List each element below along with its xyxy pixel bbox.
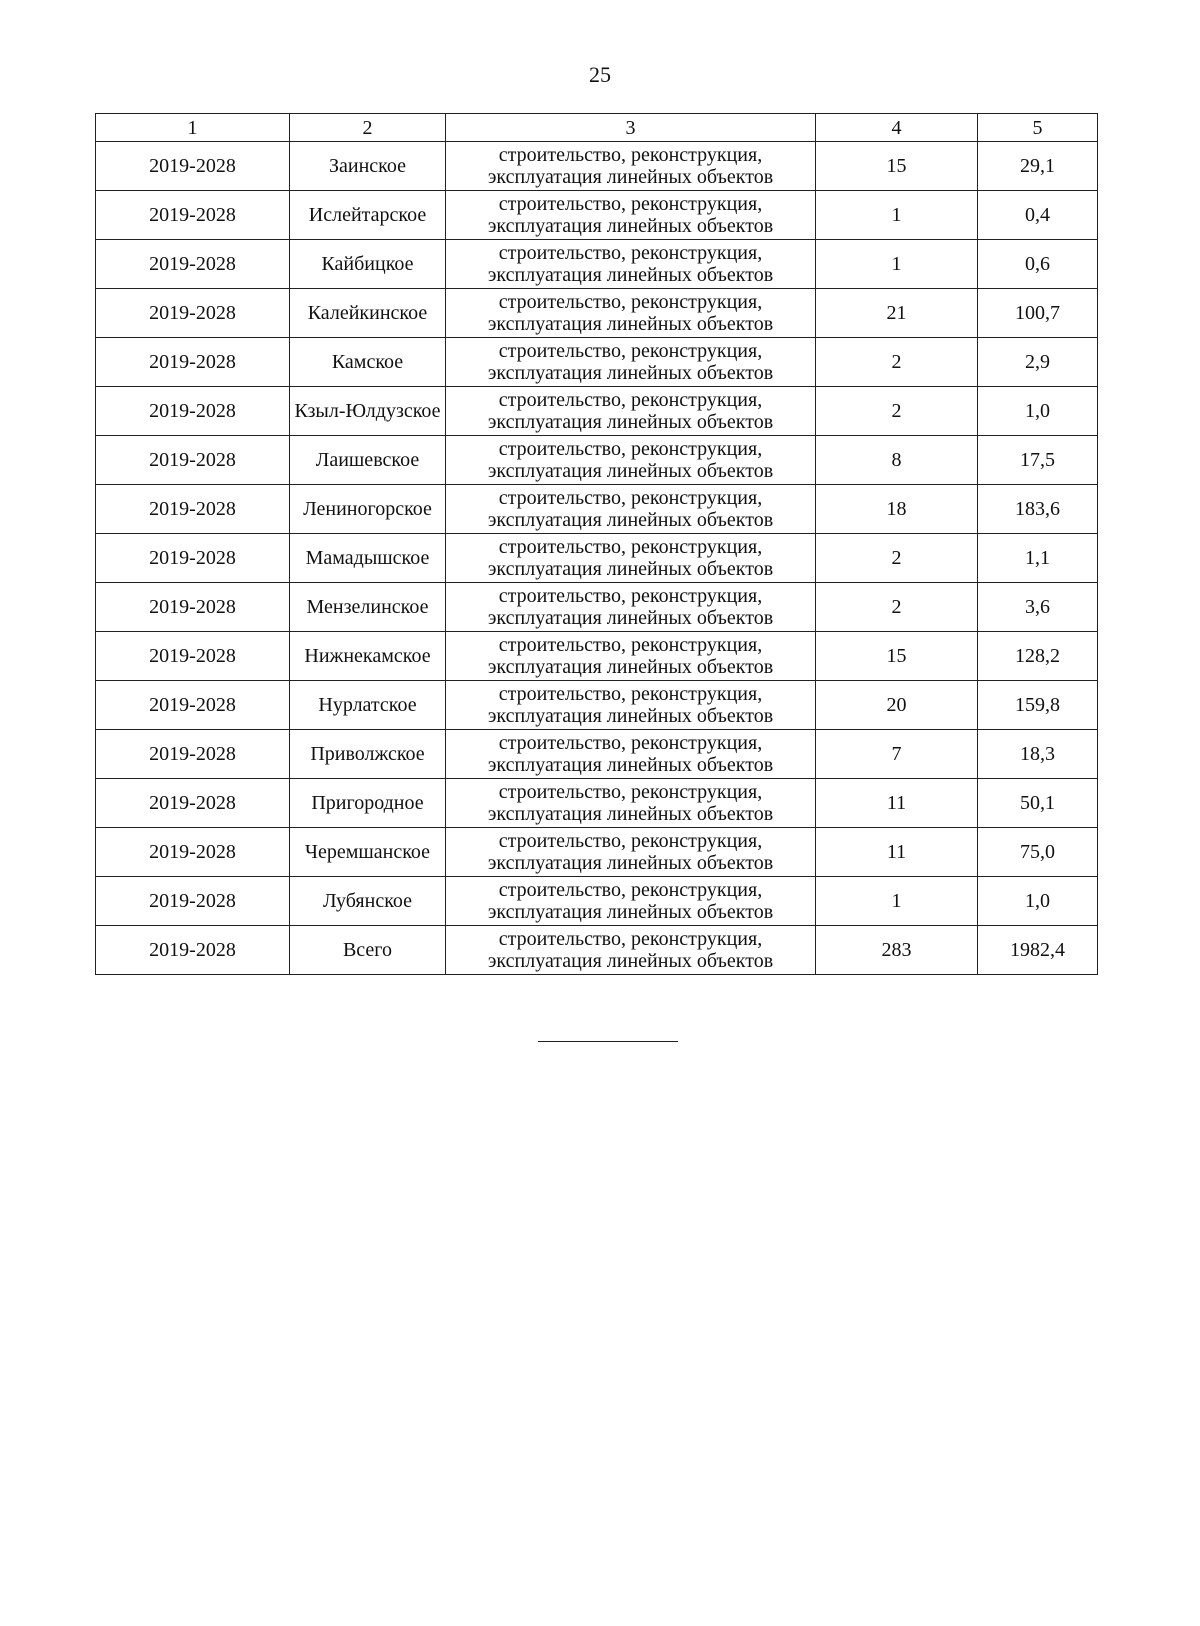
count-cell: 2 <box>816 583 978 632</box>
purpose-line: эксплуатация линейных объектов <box>487 901 774 923</box>
period-cell: 2019-2028 <box>96 583 290 632</box>
purpose-line: строительство, реконструкция, <box>498 242 763 264</box>
area-cell: 75,0 <box>978 828 1098 877</box>
forestry-table <box>95 113 1098 975</box>
column-number-header: 1 <box>96 114 290 142</box>
period-cell: 2019-2028 <box>96 387 290 436</box>
period-cell: 2019-2028 <box>96 877 290 926</box>
area-cell: 159,8 <box>978 681 1098 730</box>
district-name-cell: Кайбицкое <box>290 240 446 289</box>
purpose-cell <box>446 485 816 534</box>
purpose-cell <box>446 828 816 877</box>
table-row <box>96 779 1098 828</box>
area-cell: 3,6 <box>978 583 1098 632</box>
purpose-cell <box>446 436 816 485</box>
count-cell: 18 <box>816 485 978 534</box>
purpose-line: строительство, реконструкция, <box>498 928 763 950</box>
district-name-cell: Лубянское <box>290 877 446 926</box>
period-cell: 2019-2028 <box>96 534 290 583</box>
count-cell: 7 <box>816 730 978 779</box>
district-name-cell: Ислейтарское <box>290 191 446 240</box>
period-cell: 2019-2028 <box>96 730 290 779</box>
purpose-cell <box>446 681 816 730</box>
table-row <box>96 681 1098 730</box>
purpose-cell <box>446 142 816 191</box>
column-number-header: 5 <box>978 114 1098 142</box>
column-number-header: 3 <box>446 114 816 142</box>
district-name-cell: Нижнекамское <box>290 632 446 681</box>
area-cell: 1,0 <box>978 387 1098 436</box>
area-cell: 17,5 <box>978 436 1098 485</box>
purpose-line: эксплуатация линейных объектов <box>487 852 774 874</box>
table-row <box>96 289 1098 338</box>
period-cell: 2019-2028 <box>96 926 290 975</box>
district-name-cell: Мензелинское <box>290 583 446 632</box>
purpose-cell <box>446 338 816 387</box>
count-cell: 11 <box>816 779 978 828</box>
period-cell: 2019-2028 <box>96 240 290 289</box>
table-row <box>96 387 1098 436</box>
purpose-cell <box>446 583 816 632</box>
purpose-line: строительство, реконструкция, <box>498 438 763 460</box>
period-cell: 2019-2028 <box>96 632 290 681</box>
purpose-line: строительство, реконструкция, <box>498 585 763 607</box>
purpose-line: эксплуатация линейных объектов <box>487 950 774 972</box>
area-cell: 1982,4 <box>978 926 1098 975</box>
count-cell: 1 <box>816 877 978 926</box>
area-cell: 2,9 <box>978 338 1098 387</box>
district-name-cell: Мамадышское <box>290 534 446 583</box>
purpose-line: эксплуатация линейных объектов <box>487 362 774 384</box>
purpose-line: строительство, реконструкция, <box>498 781 763 803</box>
count-cell: 11 <box>816 828 978 877</box>
table-row <box>96 240 1098 289</box>
purpose-cell <box>446 877 816 926</box>
area-cell: 0,6 <box>978 240 1098 289</box>
purpose-line: строительство, реконструкция, <box>498 732 763 754</box>
period-cell: 2019-2028 <box>96 828 290 877</box>
purpose-line: эксплуатация линейных объектов <box>487 656 774 678</box>
count-cell: 1 <box>816 191 978 240</box>
table-row <box>96 485 1098 534</box>
column-number-header: 4 <box>816 114 978 142</box>
table-row <box>96 583 1098 632</box>
purpose-cell <box>446 779 816 828</box>
count-cell: 283 <box>816 926 978 975</box>
period-cell: 2019-2028 <box>96 338 290 387</box>
district-name-cell: Всего <box>290 926 446 975</box>
period-cell: 2019-2028 <box>96 191 290 240</box>
purpose-line: эксплуатация линейных объектов <box>487 264 774 286</box>
page-number: 25 <box>589 62 611 87</box>
purpose-line: эксплуатация линейных объектов <box>487 215 774 237</box>
period-cell: 2019-2028 <box>96 289 290 338</box>
period-cell: 2019-2028 <box>96 142 290 191</box>
area-cell: 1,1 <box>978 534 1098 583</box>
district-name-cell: Калейкинское <box>290 289 446 338</box>
count-cell: 21 <box>816 289 978 338</box>
column-number-header: 2 <box>290 114 446 142</box>
purpose-cell <box>446 289 816 338</box>
district-name-cell: Лаишевское <box>290 436 446 485</box>
table-row <box>96 828 1098 877</box>
purpose-cell <box>446 191 816 240</box>
table-row <box>96 632 1098 681</box>
purpose-line: эксплуатация линейных объектов <box>487 558 774 580</box>
area-cell: 183,6 <box>978 485 1098 534</box>
count-cell: 2 <box>816 387 978 436</box>
count-cell: 15 <box>816 632 978 681</box>
table-row <box>96 730 1098 779</box>
area-cell: 18,3 <box>978 730 1098 779</box>
district-name-cell: Кзыл-Юлдузское <box>290 387 446 436</box>
period-cell: 2019-2028 <box>96 436 290 485</box>
count-cell: 8 <box>816 436 978 485</box>
period-cell: 2019-2028 <box>96 485 290 534</box>
purpose-line: строительство, реконструкция, <box>498 634 763 656</box>
area-cell: 1,0 <box>978 877 1098 926</box>
count-cell: 1 <box>816 240 978 289</box>
count-cell: 2 <box>816 534 978 583</box>
end-divider-line <box>538 1041 678 1042</box>
district-name-cell: Приволжское <box>290 730 446 779</box>
table-row <box>96 534 1098 583</box>
table-row <box>96 142 1098 191</box>
area-cell: 100,7 <box>978 289 1098 338</box>
purpose-line: строительство, реконструкция, <box>498 389 763 411</box>
purpose-cell <box>446 730 816 779</box>
table-row <box>96 877 1098 926</box>
district-name-cell: Черемшанское <box>290 828 446 877</box>
purpose-line: строительство, реконструкция, <box>498 879 763 901</box>
purpose-line: строительство, реконструкция, <box>498 291 763 313</box>
purpose-line: эксплуатация линейных объектов <box>487 705 774 727</box>
purpose-line: эксплуатация линейных объектов <box>487 607 774 629</box>
purpose-cell <box>446 534 816 583</box>
period-cell: 2019-2028 <box>96 681 290 730</box>
purpose-line: строительство, реконструкция, <box>498 830 763 852</box>
purpose-line: эксплуатация линейных объектов <box>487 803 774 825</box>
table-row <box>96 436 1098 485</box>
purpose-line: эксплуатация линейных объектов <box>487 411 774 433</box>
purpose-line: строительство, реконструкция, <box>498 193 763 215</box>
purpose-line: эксплуатация линейных объектов <box>487 754 774 776</box>
count-cell: 15 <box>816 142 978 191</box>
period-cell: 2019-2028 <box>96 779 290 828</box>
district-name-cell: Камское <box>290 338 446 387</box>
area-cell: 0,4 <box>978 191 1098 240</box>
purpose-line: эксплуатация линейных объектов <box>487 460 774 482</box>
district-name-cell: Нурлатское <box>290 681 446 730</box>
area-cell: 128,2 <box>978 632 1098 681</box>
district-name-cell: Заинское <box>290 142 446 191</box>
count-cell: 2 <box>816 338 978 387</box>
purpose-line: строительство, реконструкция, <box>498 340 763 362</box>
purpose-line: строительство, реконструкция, <box>498 144 763 166</box>
district-name-cell: Лениногорское <box>290 485 446 534</box>
table-header-row <box>96 114 1098 142</box>
table-total-row <box>96 926 1098 975</box>
purpose-cell <box>446 240 816 289</box>
purpose-line: строительство, реконструкция, <box>498 487 763 509</box>
purpose-line: строительство, реконструкция, <box>498 683 763 705</box>
purpose-line: эксплуатация линейных объектов <box>487 509 774 531</box>
area-cell: 50,1 <box>978 779 1098 828</box>
count-cell: 20 <box>816 681 978 730</box>
purpose-line: строительство, реконструкция, <box>498 536 763 558</box>
purpose-line: эксплуатация линейных объектов <box>487 166 774 188</box>
purpose-line: эксплуатация линейных объектов <box>487 313 774 335</box>
table-row <box>96 191 1098 240</box>
purpose-cell <box>446 632 816 681</box>
area-cell: 29,1 <box>978 142 1098 191</box>
district-name-cell: Пригородное <box>290 779 446 828</box>
purpose-cell <box>446 926 816 975</box>
table-row <box>96 338 1098 387</box>
purpose-cell <box>446 387 816 436</box>
